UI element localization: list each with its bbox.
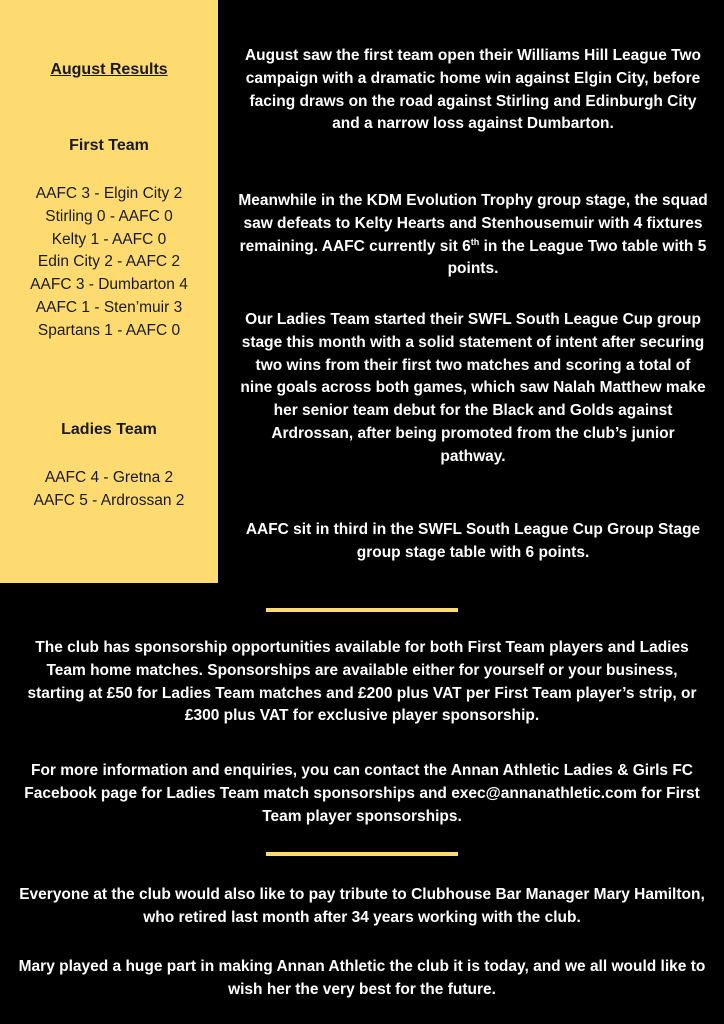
first-team-heading: First Team	[69, 137, 149, 154]
ladies-team-heading: Ladies Team	[61, 421, 157, 438]
result-item: Kelty 1 - AAFC 0	[51, 230, 167, 248]
august-results-title: August Results	[50, 61, 168, 78]
section-divider	[266, 852, 458, 856]
first-team-summary: August saw the first team open their Williams Hill League Two campaign with a dramatic home win against Elgin City, before facing draws on the road against Stirling and Edinburgh City and a narrow loss against Dumbarton.	[244, 47, 702, 133]
result-item: AAFC 4 - Gretna 2	[44, 469, 174, 486]
result-item: Stirling 0 - AAFC 0	[45, 207, 173, 225]
result-item: Edin City 2 - AAFC 2	[37, 253, 181, 271]
result-item: AAFC 3 - Dumbarton 4	[30, 276, 188, 294]
first-team-results	[0, 183, 218, 343]
tribute-message: Mary played a huge part in making Annan Athletic the club it is today, and we all would like to wish her the very best for the future.	[18, 958, 706, 998]
ladies-team-results	[0, 467, 218, 513]
ladies-team-summary: Our Ladies Team started their SWFL South League Cup group stage this month with a solid statement of intent after securing two wins from their first two matches and scoring a total of nine goals across both games, which saw Nalah Matthew make her senior team debut for the Black and Golds against Ardrossan, after being promoted from the club’s junior pathway.	[240, 311, 706, 465]
result-item: AAFC 3 - Elgin City 2	[35, 185, 183, 202]
result-item: AAFC 1 - Sten’muir 3	[35, 298, 183, 316]
result-item: AAFC 5 - Ardrossan 2	[33, 491, 185, 509]
ordinal-suffix: th	[470, 236, 480, 247]
sponsorship-info: The club has sponsorship opportunities available for both First Team players and Ladies Team home matches. Sponsorships are available either for yourself or your business, starting at £50 for Ladies Team matches and £200 plus VAT per First Team player’s strip, or £300 plus VAT for exclusive player sponsorship.	[27, 639, 697, 725]
ladies-table-summary: AAFC sit in third in the SWFL South League Cup Group Stage group stage table with 6 points.	[245, 521, 701, 561]
tribute-announcement: Everyone at the club would also like to pay tribute to Clubhouse Bar Manager Mary Hamilton, who retired last month after 34 years working with the club.	[19, 886, 705, 926]
sponsorship-contact: For more information and enquiries, you can contact the Annan Athletic Ladies & Girls FC Facebook page for Ladies Team match sponsorships and exec@annanathletic.com for First Team player sponsorships.	[24, 762, 700, 825]
result-item: Spartans 1 - AAFC 0	[37, 321, 181, 339]
section-divider	[266, 608, 458, 612]
trophy-summary-text-end: in the League Two table with 5 points.	[447, 237, 707, 278]
trophy-summary-text: Meanwhile in the KDM Evolution Trophy group stage, the squad saw defeats to Kelty Hearts and Stenhousemuir with 4 fixtures remaining. AAFC currently sit 6	[238, 192, 708, 255]
results-sidebar	[0, 0, 218, 583]
trophy-summary	[238, 190, 708, 281]
